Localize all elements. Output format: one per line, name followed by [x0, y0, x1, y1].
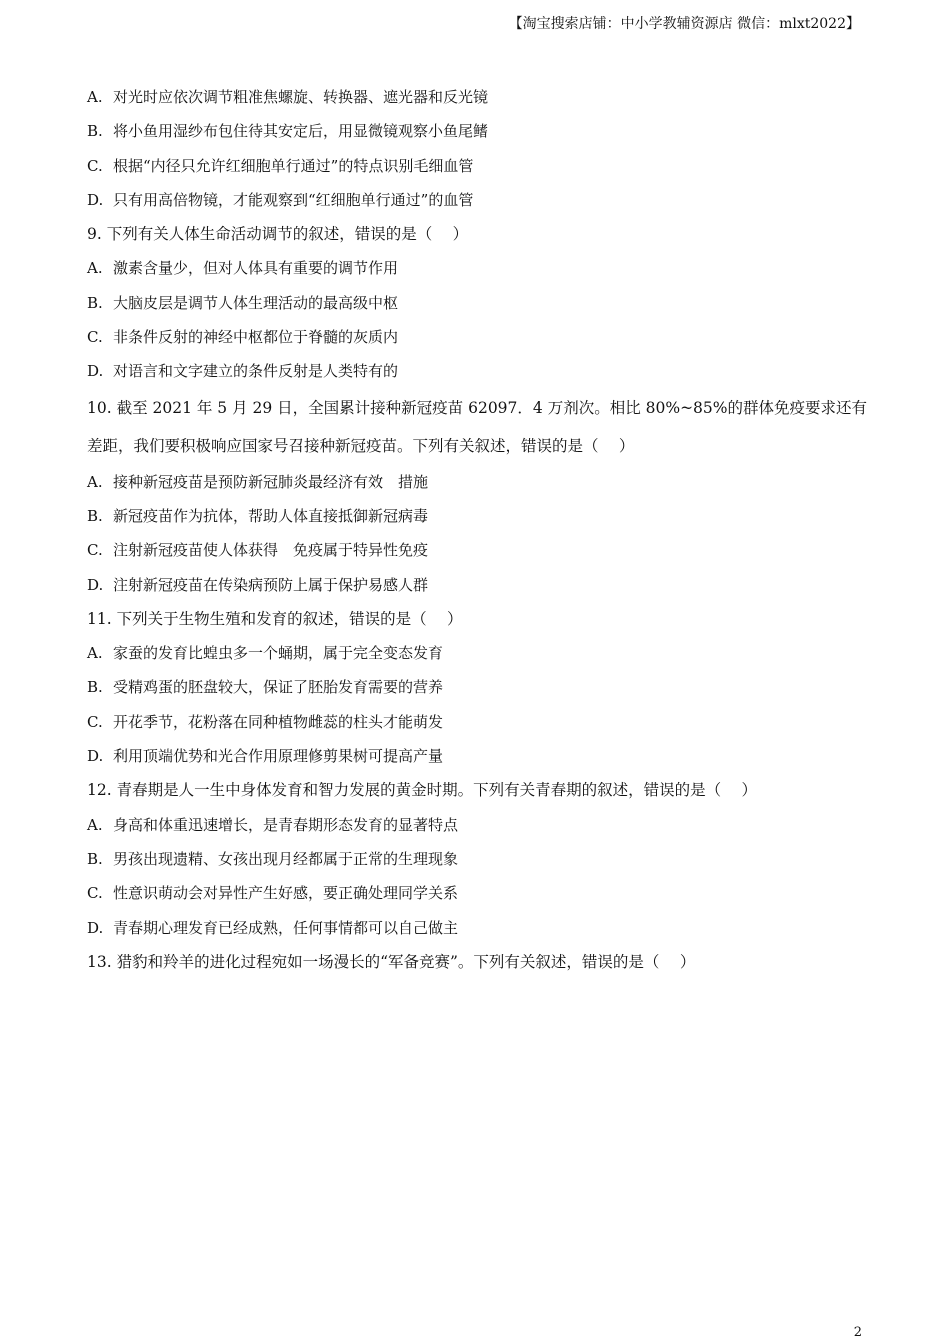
- option-letter: A.: [87, 259, 103, 278]
- question-10: 10. 截至 2021 年 5 月 29 日，全国累计接种新冠疫苗 62097．4 万剂次。相比 80%~85%的群体免疫要求还有差距，我们要积极响应国家号召接种新冠疫苗。下列有关叙述，错误的是（ ）: [87, 398, 868, 455]
- option-letter: A.: [87, 644, 103, 663]
- page-number: 2: [853, 1325, 862, 1340]
- option-text: 大脑皮层是调节人体生理活动的最高级中枢: [113, 293, 399, 312]
- question-13: 13. 猎豹和羚羊的进化过程宛如一场漫长的“军备竞赛”。下列有关叙述，错误的是（ ）: [87, 952, 696, 971]
- option-text: 非条件反射的神经中枢都位于脊髓的灰质内: [113, 328, 399, 347]
- option-letter: A.: [87, 815, 103, 834]
- option-text: 性意识萌动会对异性产生好感，要正确处理同学关系: [113, 884, 459, 903]
- option-line: [87, 465, 867, 499]
- option-line: [87, 354, 867, 388]
- option-text: 青春期心理发育已经成熟，任何事情都可以自己做主: [113, 918, 459, 937]
- option-line: [87, 876, 867, 910]
- option-line: [87, 183, 867, 217]
- document-body: [87, 80, 867, 979]
- option-line: [87, 842, 867, 876]
- option-letter: B.: [87, 849, 103, 868]
- option-text: 开花季节，花粉落在同种植物雌蕊的柱头才能萌发: [113, 712, 444, 731]
- option-text: 对语言和文字建立的条件反射是人类特有的: [113, 362, 399, 381]
- option-line: [87, 320, 867, 354]
- option-letter: D.: [87, 362, 104, 381]
- option-line: [87, 251, 867, 285]
- option-letter: D.: [87, 190, 104, 209]
- option-text: 受精鸡蛋的胚盘较大，保证了胚胎发育需要的营养: [113, 678, 444, 697]
- question-11: 11. 下列关于生物生殖和发育的叙述，错误的是（ ）: [87, 609, 463, 628]
- option-line: [87, 808, 867, 842]
- page-header: 【淘宝搜索店铺：中小学教辅资源店 微信：mlxt2022】: [508, 16, 860, 32]
- option-text: 注射新冠疫苗在传染病预防上属于保护易感人群: [113, 575, 429, 594]
- option-line: [87, 568, 867, 602]
- option-letter: B.: [87, 122, 103, 141]
- option-line: [87, 911, 867, 945]
- question-9: 9. 下列有关人体生命活动调节的叙述，错误的是（ ）: [87, 225, 469, 244]
- option-line: [87, 705, 867, 739]
- option-letter: A.: [87, 472, 103, 491]
- option-text: 男孩出现遗精、女孩出现月经都属于正常的生理现象: [113, 849, 459, 868]
- option-text: 只有用高倍物镜，才能观察到“红细胞单行通过”的血管: [113, 190, 474, 209]
- option-text: 家蚕的发育比蝗虫多一个蛹期，属于完全变态发育: [113, 644, 444, 663]
- option-line: [87, 149, 867, 183]
- option-letter: B.: [87, 506, 103, 525]
- option-text: 利用顶端优势和光合作用原理修剪果树可提高产量: [113, 747, 444, 766]
- option-text: 新冠疫苗作为抗体，帮助人体直接抵御新冠病毒: [113, 506, 429, 525]
- option-letter: C.: [87, 328, 103, 347]
- option-letter: D.: [87, 918, 104, 937]
- option-line: [87, 739, 867, 773]
- option-line: [87, 670, 867, 704]
- option-line: [87, 499, 867, 533]
- option-letter: C.: [87, 712, 103, 731]
- option-text: 接种新冠疫苗是预防新冠肺炎最经济有效 措施: [113, 472, 429, 491]
- option-letter: B.: [87, 678, 103, 697]
- option-text: 根据“内径只允许红细胞单行通过”的特点识别毛细血管: [113, 156, 474, 175]
- option-letter: C.: [87, 156, 103, 175]
- option-line: [87, 533, 867, 567]
- option-text: 身高和体重迅速增长，是青春期形态发育的显著特点: [113, 815, 459, 834]
- option-text: 注射新冠疫苗使人体获得 免疫属于特异性免疫: [113, 541, 429, 560]
- option-line: [87, 286, 867, 320]
- option-letter: D.: [87, 575, 104, 594]
- option-letter: C.: [87, 541, 103, 560]
- option-letter: A.: [87, 88, 103, 106]
- option-letter: B.: [87, 293, 103, 312]
- option-text: 将小鱼用湿纱布包住待其安定后，用显微镜观察小鱼尾鳍: [113, 122, 489, 141]
- option-text: 对光时应依次调节粗准焦螺旋、转换器、遮光器和反光镜: [113, 88, 489, 106]
- option-line: [87, 80, 867, 114]
- option-text: 激素含量少，但对人体具有重要的调节作用: [113, 259, 399, 278]
- option-letter: D.: [87, 747, 104, 766]
- option-line: [87, 114, 867, 148]
- option-letter: C.: [87, 884, 103, 903]
- question-12: 12. 青春期是人一生中身体发育和智力发展的黄金时期。下列有关青春期的叙述，错误的是（ ）: [87, 781, 758, 800]
- option-line: [87, 636, 867, 670]
